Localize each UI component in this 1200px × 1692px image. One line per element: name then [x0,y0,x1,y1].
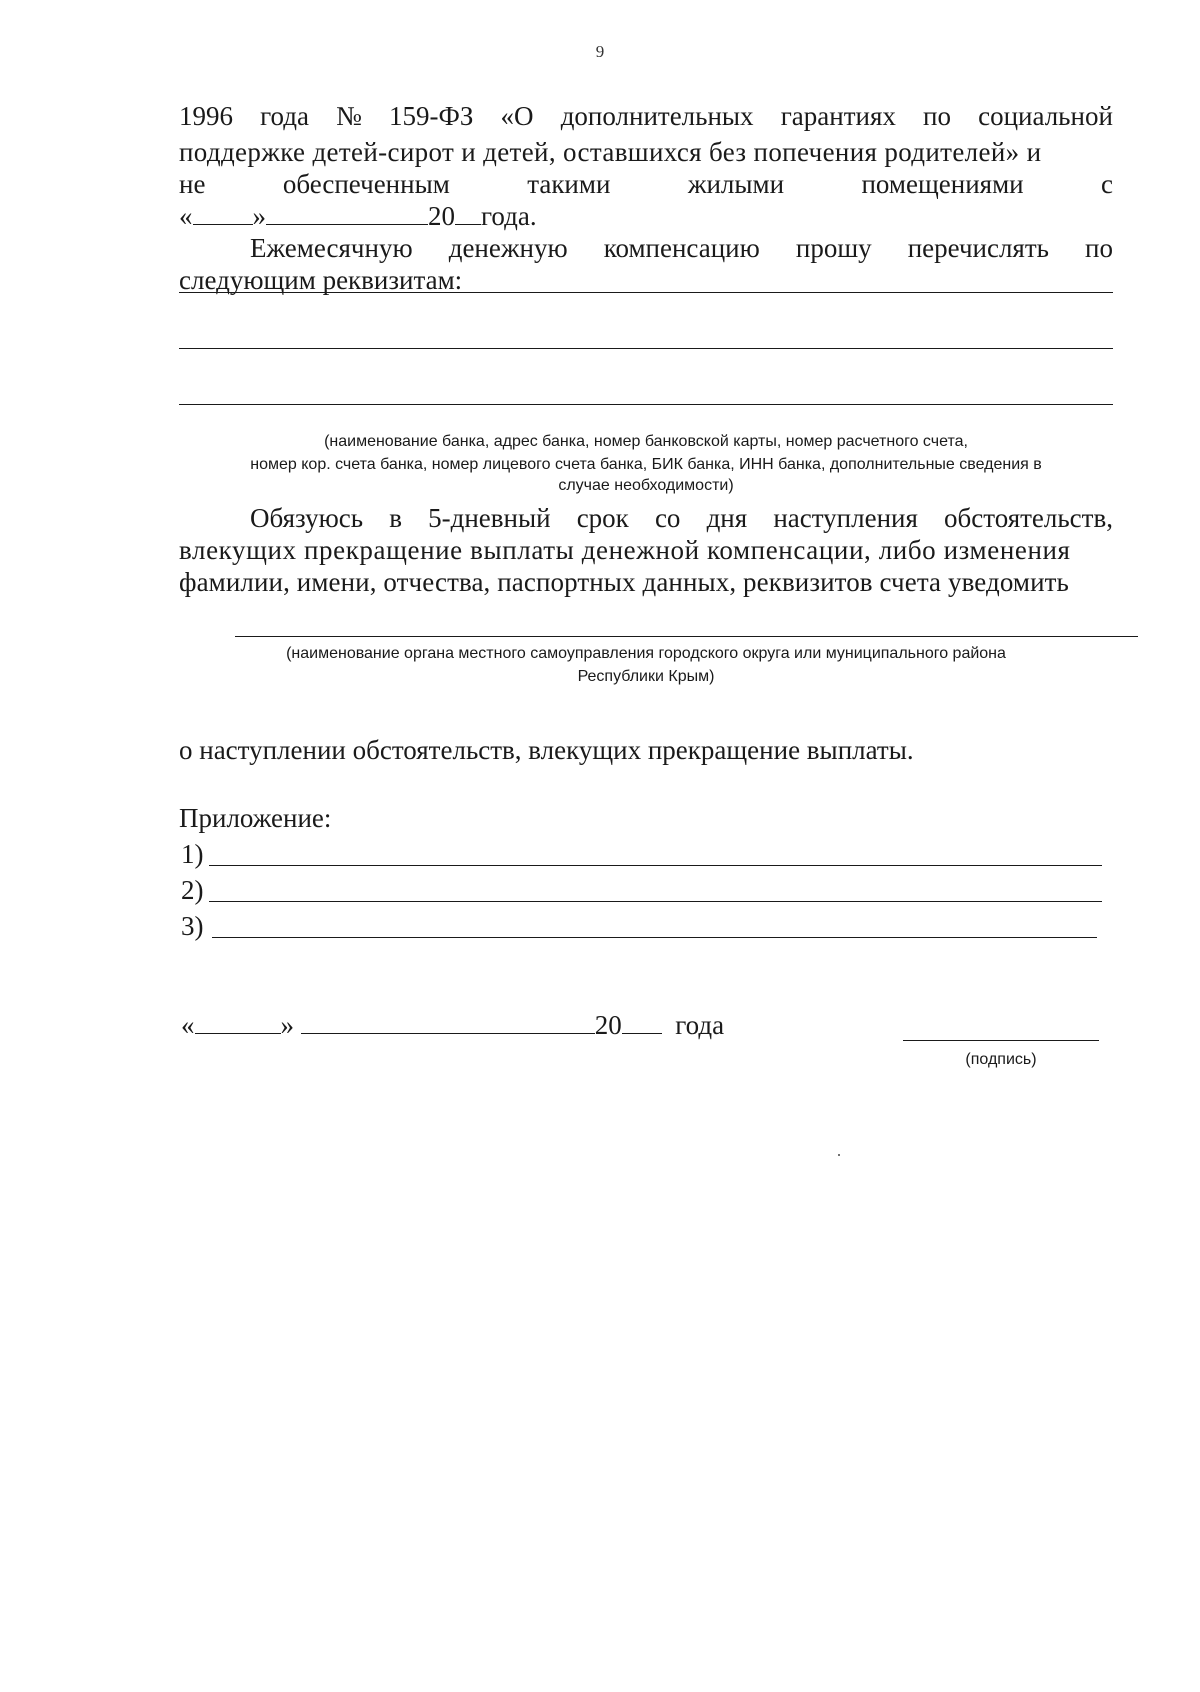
obligation-line-3-text: фамилии, имени, отчества, паспортных данных, реквизитов счета уведомить [179,567,1069,597]
attachment-item-1-number: 1) [181,839,204,869]
attachment-item-3-number: 3) [181,911,204,941]
intro-line-1-word: № [336,101,362,131]
date-day-field[interactable] [193,202,253,225]
obligation-line-2-text: влекущих прекращение выплаты денежной компенсации, либо изменения [179,535,1071,565]
obligation-line-1-word: обстоятельств, [944,503,1113,533]
intro-line-1-word: 1996 [179,101,233,131]
intro-line-3-word: не [179,169,206,199]
bank-details-line-1[interactable] [179,292,1113,293]
intro-line-1-word: гарантиях [780,101,896,131]
scan-speck [838,1154,840,1156]
obligation-line-1 [250,502,1113,534]
footer-year-suffix: года [675,1010,725,1040]
attachments-title: Приложение: [179,803,332,833]
authority-hint-line-1: (наименование органа местного самоуправления городского округа или муниципального района [286,645,1006,662]
payment-line-1-word: компенсацию [603,233,760,263]
date-open-quote: « [179,201,193,231]
bank-details-line-3[interactable] [179,404,1113,405]
bank-hint-line-3: случае необходимости) [558,477,734,494]
obligation-line-1-word: Обязуюсь [250,503,364,533]
signature-line[interactable] [903,1040,1099,1041]
bank-hint-line-1: (наименование банка, адрес банка, номер банковской карты, номер расчетного счета, [324,433,968,450]
intro-line-1-word: 159-ФЗ [389,101,474,131]
intro-line-3-word: помещениями [861,169,1024,199]
obligation-line-1-word: со [654,503,681,533]
intro-line-1-word: дополнительных [560,101,754,131]
obligation-line-3 [179,566,1113,598]
intro-line-3-word: жилыми [687,169,785,199]
payment-line-1 [250,232,1113,264]
intro-date-line [179,200,537,232]
intro-line-1-word: по [923,101,951,131]
authority-hint-line-2: Республики Крым) [577,668,715,685]
intro-line-3-word: такими [527,169,611,199]
notice-text: о наступлении обстоятельств, влекущих прекращение выплаты. [179,735,914,765]
intro-line-3-word: с [1101,169,1113,199]
signature-caption: (подпись) [965,1051,1037,1068]
payment-line-2: следующим реквизитам: [179,265,463,295]
intro-line-1-word: «О [500,101,534,131]
footer-month-field[interactable] [301,1011,595,1034]
intro-line-2-text: поддержке детей-сирот и детей, оставшихся без попечения родителей» и [179,137,1042,167]
payment-line-1-word: прошу [795,233,872,263]
footer-date-line [181,1009,724,1041]
obligation-line-1-word: 5-дневный [428,503,551,533]
obligation-line-1-word: дня [706,503,748,533]
payment-line-1-word: по [1085,233,1113,263]
intro-line-1-word: социальной [978,101,1113,131]
payment-line-1-word: перечислять [907,233,1049,263]
date-year-prefix: 20 [428,201,455,231]
authority-name-line[interactable] [235,636,1138,637]
attachment-item-2-line[interactable] [209,901,1102,902]
date-suffix: года. [481,201,537,231]
footer-close-quote: » [280,1010,294,1040]
attachment-item-1-line[interactable] [209,865,1102,866]
date-year-field[interactable] [455,202,481,225]
obligation-line-1-word: в [389,503,402,533]
attachment-item-3-line[interactable] [212,937,1097,938]
date-close-quote: » [252,201,266,231]
obligation-line-1-word: срок [576,503,629,533]
date-month-field[interactable] [266,202,428,225]
bank-hint-line-2: номер кор. счета банка, номер лицевого счета банка, БИК банка, ИНН банка, дополнительные сведения в [250,456,1042,473]
footer-open-quote: « [181,1010,195,1040]
intro-line-1-word: года [260,101,309,131]
intro-line-1 [179,100,1113,132]
intro-line-3-word: обеспеченным [282,169,450,199]
payment-line-1-word: денежную [448,233,568,263]
obligation-line-2 [179,534,1113,566]
intro-line-3 [179,168,1113,200]
payment-line-1-word: Ежемесячную [250,233,413,263]
intro-line-2 [179,136,1113,168]
footer-year-prefix: 20 [594,1010,622,1040]
bank-details-line-2[interactable] [179,348,1113,349]
footer-day-field[interactable] [195,1011,281,1034]
footer-year-field[interactable] [622,1011,662,1034]
obligation-line-1-word: наступления [773,503,918,533]
page-number: 9 [595,42,605,61]
attachment-item-2-number: 2) [181,875,204,905]
